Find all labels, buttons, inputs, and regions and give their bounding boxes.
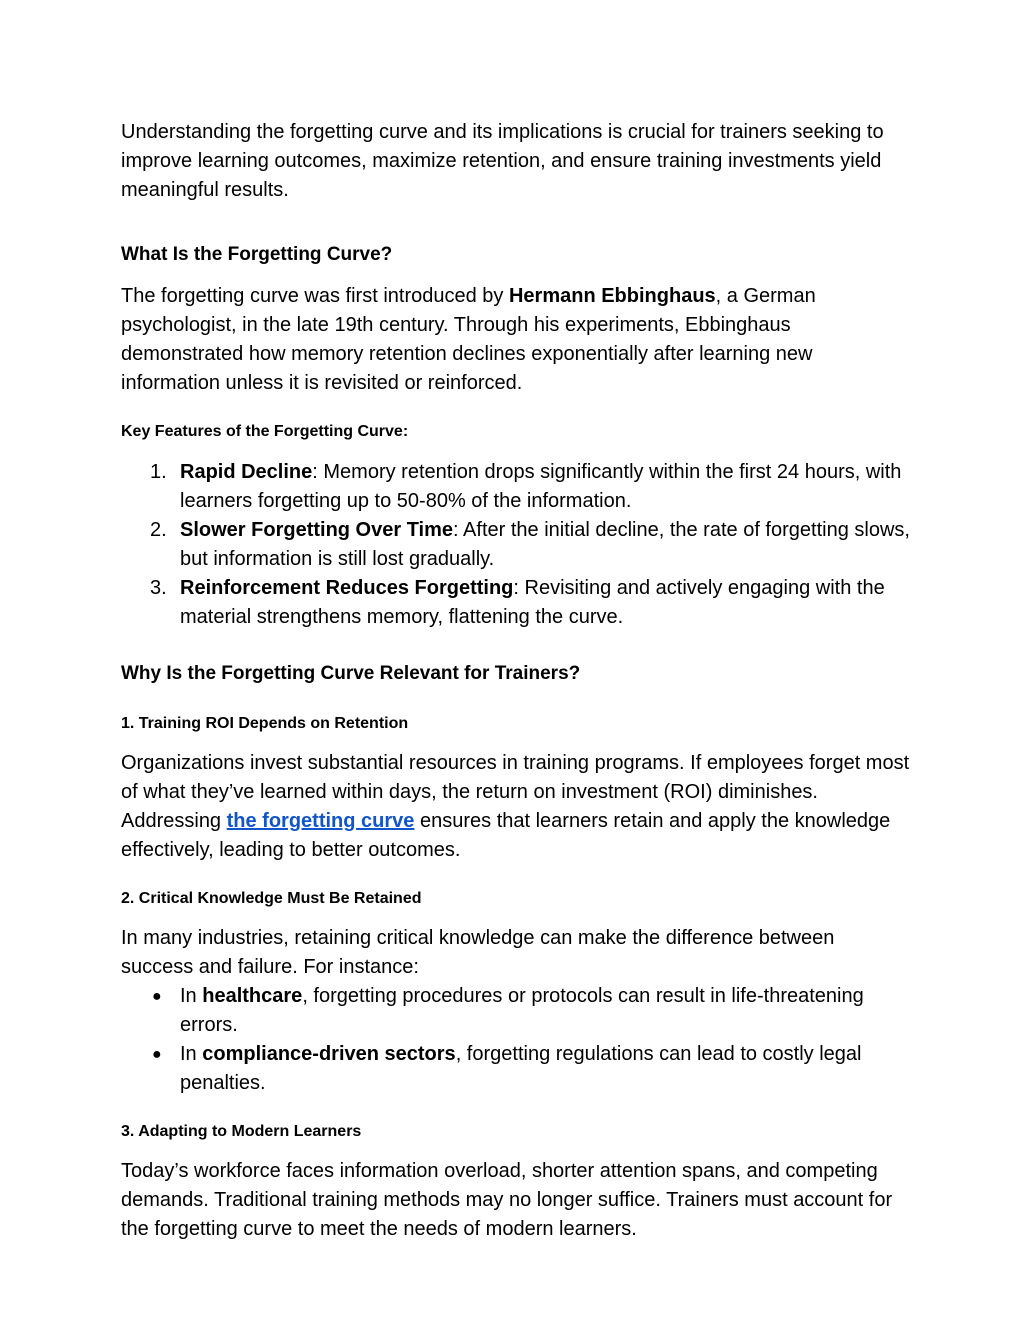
bullet-icon: ● [152,988,162,1005]
bullet-bold: compliance-driven sectors [202,1043,456,1065]
document-page [121,118,911,1244]
bullet-text-before: In [180,985,203,1007]
list-item [121,458,911,516]
roi-heading: 1. Training ROI Depends on Retention [121,715,409,732]
adapt-paragraph: Today’s workforce faces information overload, shorter attention spans, and competing demands. Traditional training methods may no longer suffice. Trainers must account for the forgetting curve to meet the needs of modern learners. [121,1160,893,1240]
critical-heading: 2. Critical Knowledge Must Be Retained [121,890,422,907]
roi-paragraph [121,749,911,865]
feature-title: Slower Forgetting Over Time [180,519,454,541]
bullet-bold: healthcare [202,985,303,1007]
feature-text: : After the initial decline, the rate of forgetting slows, but information is still lost gradually. [180,519,910,570]
list-number: 2. [150,519,167,541]
ebbinghaus-text-before: The forgetting curve was first introduced by [121,285,509,307]
ebbinghaus-paragraph [121,282,911,398]
key-features-list [121,458,911,632]
list-number: 3. [150,577,167,599]
feature-title: Reinforcement Reduces Forgetting [180,577,514,599]
feature-title: Rapid Decline [180,461,313,483]
why-heading: Why Is the Forgetting Curve Relevant for Trainers? [121,663,581,684]
feature-text: : Revisiting and actively engaging with the material strengthens memory, flattening the curve. [180,577,885,628]
critical-bullets-list [121,982,911,1098]
what-heading: What Is the Forgetting Curve? [121,244,393,265]
bullet-text-after: , forgetting regulations can lead to costly legal penalties. [180,1043,862,1094]
bullet-text-before: In [180,1043,203,1065]
list-item [121,574,911,632]
bullet-icon: ● [152,1046,162,1063]
adapt-heading: 3. Adapting to Modern Learners [121,1123,362,1140]
list-item [121,982,911,1040]
feature-text: : Memory retention drops significantly within the first 24 hours, with learners forgetting up to 50-80% of the information. [180,461,902,512]
intro-paragraph: Understanding the forgetting curve and its implications is crucial for trainers seeking to improve learning outcomes, maximize retention, and ensure training investments yield meaningful results. [121,121,884,201]
list-number: 1. [150,461,167,483]
forgetting-curve-link[interactable]: the forgetting curve [226,810,415,832]
ebbinghaus-text-after: , a German psychologist, in the late 19th century. Through his experiments, Ebbinghaus demonstrated how memory retention declines exponentially after learning new information unless it is revisited or reinforced. [121,285,816,394]
key-features-heading: Key Features of the Forgetting Curve: [121,423,409,440]
critical-paragraph: In many industries, retaining critical knowledge can make the difference between success and failure. For instance: [121,927,835,978]
roi-text-after: ensures that learners retain and apply the knowledge effectively, leading to better outcomes. [121,810,891,861]
list-item [121,1040,911,1098]
bullet-text-after: , forgetting procedures or protocols can result in life-threatening errors. [180,985,864,1036]
list-item [121,516,911,574]
roi-text-before: Organizations invest substantial resources in training programs. If employees forget most of what they’ve learned within days, the return on investment (ROI) diminishes. Addressing [121,752,910,832]
ebbinghaus-name: Hermann Ebbinghaus [508,285,716,307]
